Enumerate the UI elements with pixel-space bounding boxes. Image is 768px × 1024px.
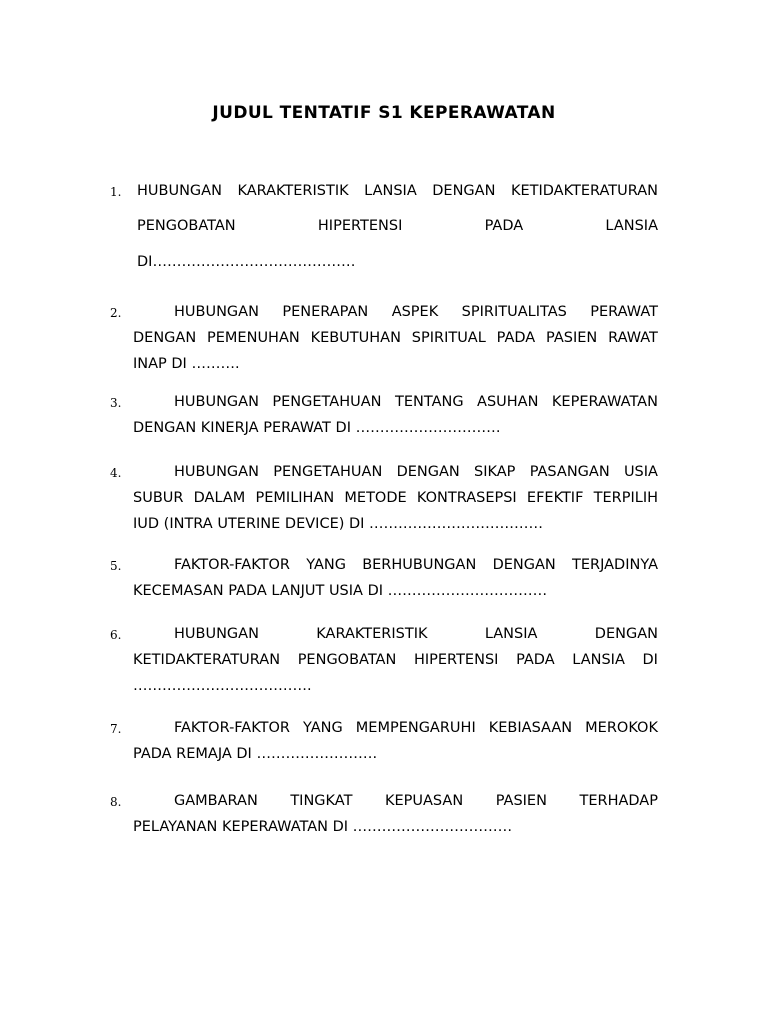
item-line: KECEMASAN PADA LANJUT USIA DI …………………………… xyxy=(133,583,548,599)
item-line: DENGAN KINERJA PERAWAT DI ………………………… xyxy=(133,420,501,436)
item-line: PELAYANAN KEPERAWATAN DI …………………………… xyxy=(133,819,513,835)
item-line: HUBUNGAN PENERAPAN ASPEK SPIRITUALITAS PERAWAT xyxy=(174,304,658,320)
item-line: SUBUR DALAM PEMILIHAN METODE KONTRASEPSI EFEKTIF TERPILIH xyxy=(133,490,658,506)
item-line: FAKTOR-FAKTOR YANG BERHUBUNGAN DENGAN TERJADINYA xyxy=(174,557,658,573)
item-number: 5. xyxy=(110,559,122,573)
item-line: GAMBARAN TINGKAT KEPUASAN PASIEN TERHADAP xyxy=(174,793,658,809)
item-number: 1. xyxy=(110,185,122,199)
item-number: 2. xyxy=(110,306,122,320)
item-line: HUBUNGAN KARAKTERISTIK LANSIA DENGAN KETIDAKTERATURAN xyxy=(137,183,658,199)
item-line: IUD (INTRA UTERINE DEVICE) DI ……………………………… xyxy=(133,516,544,532)
item-number: 4. xyxy=(110,466,122,480)
item-line: INAP DI ………. xyxy=(133,356,240,372)
item-line: ………………………………. xyxy=(133,678,312,694)
item-line: DENGAN PEMENUHAN KEBUTUHAN SPIRITUAL PADA PASIEN RAWAT xyxy=(133,330,658,346)
item-line: KETIDAKTERATURAN PENGOBATAN HIPERTENSI PADA LANSIA DI xyxy=(133,652,658,668)
item-number: 6. xyxy=(110,628,122,642)
item-number: 7. xyxy=(110,722,122,736)
item-number: 8. xyxy=(110,795,122,809)
item-line: HUBUNGAN KARAKTERISTIK LANSIA DENGAN xyxy=(174,626,658,642)
item-line: HUBUNGAN PENGETAHUAN TENTANG ASUHAN KEPERAWATAN xyxy=(174,394,658,410)
item-line: FAKTOR-FAKTOR YANG MEMPENGARUHI KEBIASAAN MEROKOK xyxy=(174,720,658,736)
document-title: JUDUL TENTATIF S1 KEPERAWATAN xyxy=(212,103,556,123)
item-line: PENGOBATAN HIPERTENSI PADA LANSIA xyxy=(137,218,658,234)
item-number: 3. xyxy=(110,396,122,410)
item-line: PADA REMAJA DI ……………………. xyxy=(133,746,378,762)
item-line: HUBUNGAN PENGETAHUAN DENGAN SIKAP PASANGAN USIA xyxy=(174,464,658,480)
item-line: DI…………………………………… xyxy=(137,254,356,270)
